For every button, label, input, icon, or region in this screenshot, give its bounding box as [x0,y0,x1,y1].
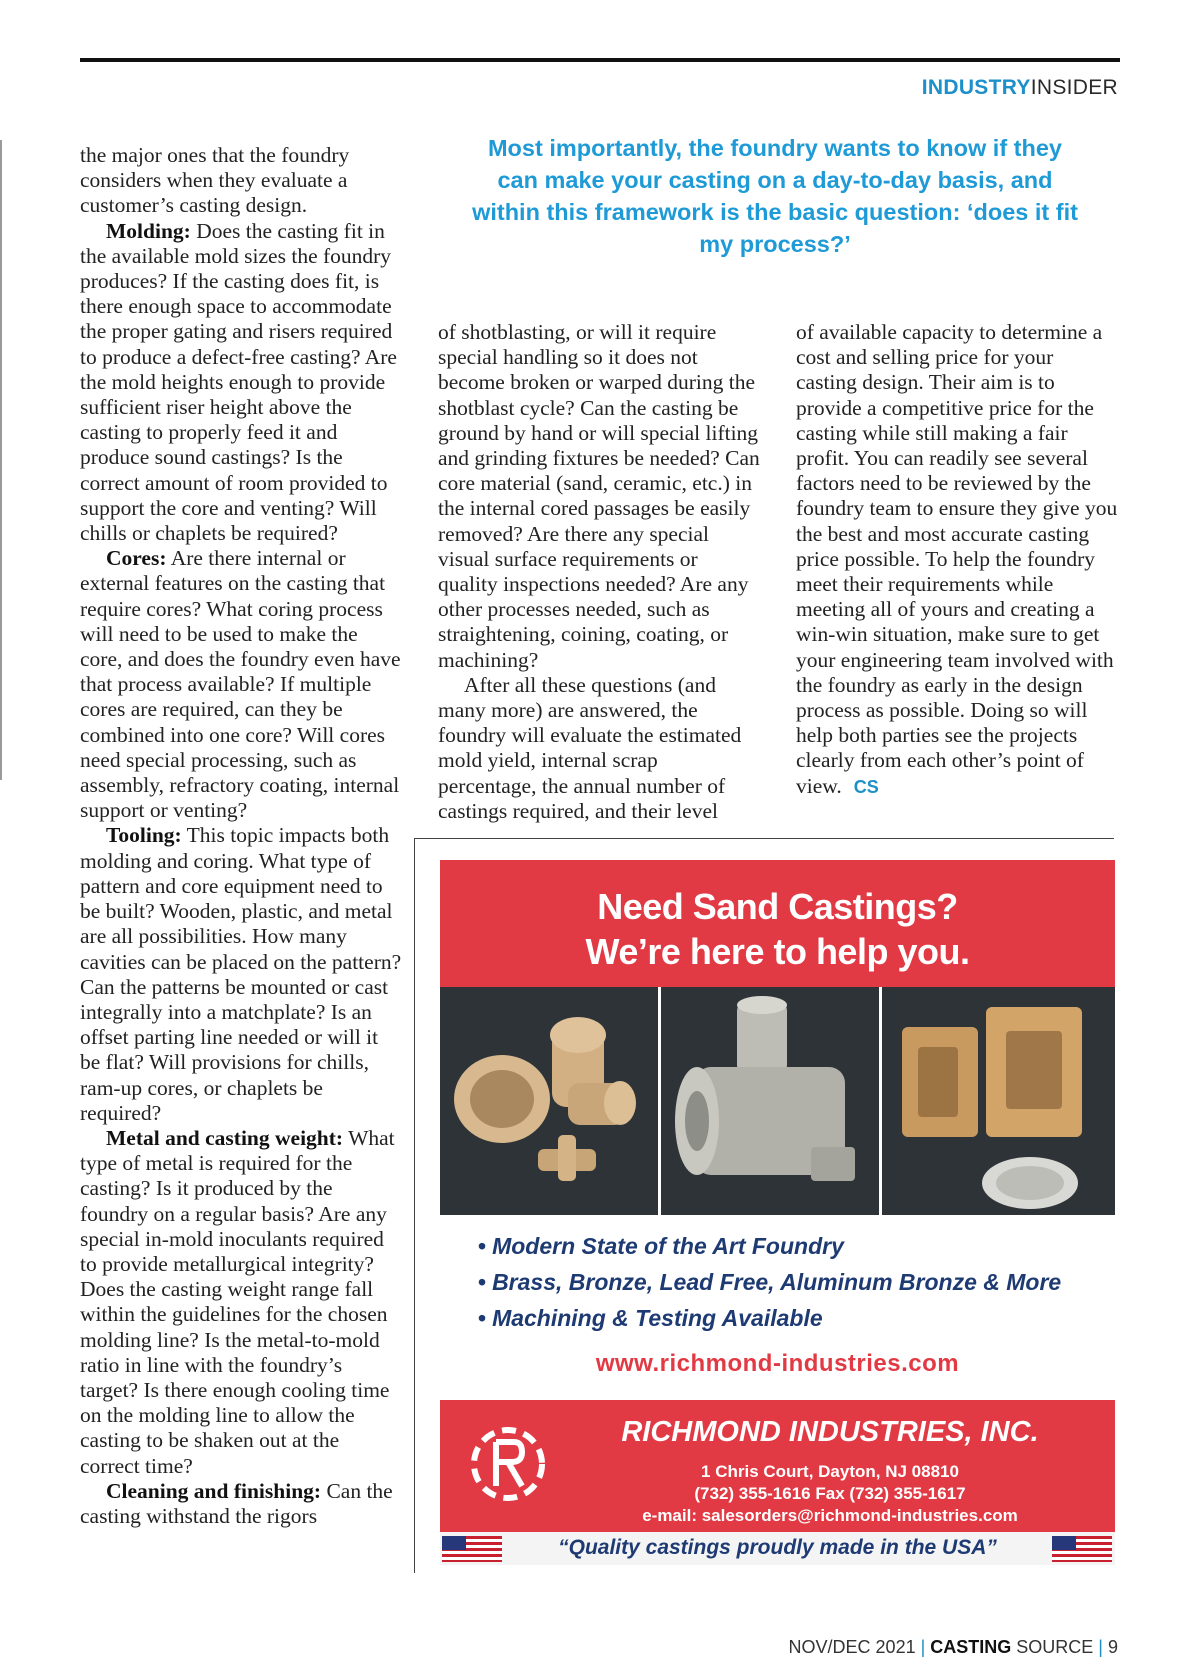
ad-bullet-item: • Brass, Bronze, Lead Free, Aluminum Bronze & More [478,1269,1062,1295]
ad-contact-banner [440,1400,1115,1565]
ad-headline-banner [440,860,1115,987]
section-kicker-light: INSIDER [1030,76,1118,99]
tooling-paragraph [80,823,402,1125]
metal-paragraph [80,1126,402,1479]
ad-bullet-text: Modern State of the Art Foundry [492,1233,844,1259]
molding-heading: Molding: [106,218,191,243]
ad-headline-2: We’re here to help you. [585,931,970,972]
cleaning-heading: Cleaning and finishing: [106,1478,322,1503]
aluminum-casting-photo [661,987,879,1215]
column3-paragraph [796,320,1118,800]
cleaning-text: Can the casting withstand the rigors [80,1478,393,1528]
company-address: 1 Chris Court, Dayton, NJ 08810 [701,1462,959,1481]
metal-text: What type of metal is required for the casting? Is it produced by the foundry on a regular basis? Are any special in-mold inoculants required to provide metallurgical integrity? Does the casting weight range fall within the guidelines for the chosen molding line? Is the metal-to-mold ratio in line with the foundry’s target? Is there enough cooling time on the molding line to allow the casting to be shaken out at the correct time? [80,1125,395,1478]
magazine-name-bold: CASTING [930,1637,1012,1657]
ad-tagline: “Quality castings proudly made in the USA” [558,1536,997,1559]
ad-bullet-item: • Machining & Testing Available [478,1305,823,1331]
magazine-name-light: SOURCE [1011,1637,1094,1657]
advertisement[interactable] [440,860,1115,1565]
page-edge-rule [0,140,2,780]
cores-text: Are there internal or external features on the casting that require cores? What coring process will need to be used to make the core, and does the foundry even have that process available? If multiple cores are required, can they be combined into one core? Will cores need special processing, such as assembly, refractory coating, internal support or venting? [80,546,401,823]
tooling-text: This topic impacts both molding and coring. What type of pattern and core equipment need to be built? Wooden, plastic, and metal are all possibilities. How many cavities can be placed on the pattern? Can the patterns be mounted or cast integrally into a matchplate? Is an offset parting line needed or will it be flat? Will provisions for chills, ram-up cores, or chaplets be required? [80,823,402,1125]
company-logo-icon [456,1412,560,1516]
section-kicker [922,76,1118,100]
bronze-casting-photo [882,987,1115,1215]
cleaning-paragraph [80,1479,402,1529]
end-mark: CS [853,776,879,797]
pull-quote: Most importantly, the foundry wants to know if they can make your casting on a day-to-day basis, and within this framework is the basic question: ‘does it fit my process?’ [472,135,1078,257]
ad-headline-1: Need Sand Castings? [597,886,958,927]
page-folio: NOV/DEC 2021 | CASTING SOURCE | 9 [788,1637,1118,1657]
article-column-1 [80,143,402,1529]
tooling-heading: Tooling: [106,823,182,848]
us-flag-icon [1052,1536,1112,1562]
ad-website-link[interactable]: www.richmond-industries.com [595,1350,960,1377]
us-flag-icon [442,1536,502,1562]
column3-text: of available capacity to determine a cost and selling price for your casting design. Their aim is to provide a competitive price for the casting while still making a fair profit. You can readily see several factors need to be reviewed by the foundry team to ensure they give you the best and most accurate casting price possible. To help the foundry meet their requirements while meeting all of yours and creating a win-win situation, make sure to get your engineering team involved with the foundry as early in the design process as possible. Doing so will help both parties see the projects clearly from each other’s point of view. [796,320,1118,798]
ad-bullet-item: • Modern State of the Art Foundry [478,1233,844,1259]
column2-paragraph-2: After all these questions (and many more) are answered, the foundry will evaluate the estimated mold yield, internal scrap percentage, the annual number of castings required, and their level [438,672,742,823]
article-column-3 [796,320,1118,800]
company-email[interactable]: e-mail: salesorders@richmond-industries.com [642,1506,1018,1525]
issue-date: NOV/DEC 2021 [788,1637,916,1657]
molding-paragraph [80,219,402,547]
article-column-2 [438,320,760,824]
ad-bullet-text: Brass, Bronze, Lead Free, Aluminum Bronze & More [492,1269,1062,1295]
top-rule [80,58,1120,62]
metal-heading: Metal and casting weight: [106,1125,344,1150]
cores-heading: Cores: [106,546,167,571]
company-phone: (732) 355-1616 Fax (732) 355-1617 [694,1484,966,1503]
cores-paragraph [80,546,402,823]
ad-photo-strip [440,987,1115,1215]
intro-paragraph: the major ones that the foundry considers when they evaluate a customer’s casting design. [80,143,350,218]
molding-text: Does the casting fit in the available mold sizes the foundry produces? If the casting does fit, is there enough space to accommodate the proper gating and risers required to produce a defect-free casting? Are the mold heights enough to provide sufficient riser height above the casting to properly feed it and produce sound castings? Is the correct amount of room provided to support the core and venting? Will chills or chaplets be required? [80,218,397,546]
ad-bullet-list [478,1228,1061,1336]
ad-bullet-text: Machining & Testing Available [492,1305,823,1331]
page-number: 9 [1107,1637,1118,1657]
brass-fittings-photo [440,987,658,1215]
tagline-bar [440,1532,1115,1565]
section-kicker-bold: INDUSTRY [921,76,1031,99]
column2-paragraph-1: of shotblasting, or will it require special handling so it does not become broken or warped during the shotblast cycle? Can the casting be ground by hand or will special lifting and grinding fixtures be needed? Can core material (sand, ceramic, etc.) in the internal cored passages be easily removed? Are there any special visual surface requirements or quality inspections needed? Are any other processes needed, such as straightening, coining, coating, or machining? [438,320,760,672]
company-name: RICHMOND INDUSTRIES, INC. [621,1416,1039,1448]
